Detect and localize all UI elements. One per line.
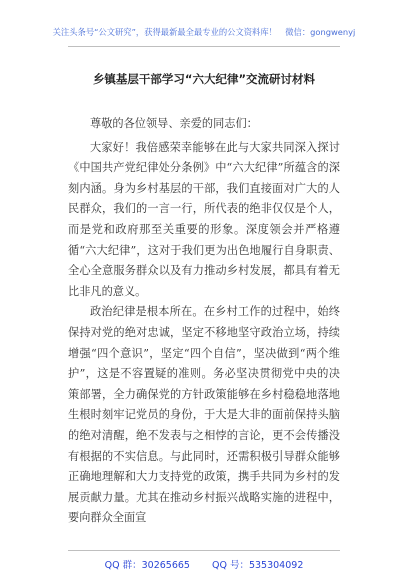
header-divider [68, 46, 340, 47]
qq-group-number: QQ 群：30265665 [104, 560, 190, 571]
footer-divider [68, 550, 340, 551]
salutation: 尊敬的各位领导、亲爱的同志们： [90, 117, 258, 130]
document-title: 乡镇基层干部学习“六大纪律”交流研讨材料 [92, 72, 316, 86]
document-body [68, 114, 340, 529]
paragraph-1: 大家好！我倍感荣幸能够在此与大家共同深入探讨《中国共产党纪律处分条例》中“六大纪律”所蕴含的深刻内涵。身为乡村基层的干部，我们直接面对广大的人民群众，我们的一言一行，所代表的绝非仅仅是个人，而是党和政府那至关重要的形象。深度领会并严格遵循“六大纪律”，这对于我们更为出色地履行自身职责、全心全意服务群众以及有力推动乡村发展，都具有着无比非凡的意义。 [68, 140, 340, 298]
header-banner[interactable]: 关注头条号“公文研究”，获得最新最全最专业的公文资料库！ 微信：gongwenyj [52, 27, 356, 37]
paragraph-2: 政治纪律是根本所在。在乡村工作的过程中，始终保持对党的绝对忠诚，坚定不移地坚守政治立场，持续增强“四个意识”，坚定“四个自信”，坚决做到“两个维护”，这是不容置疑的准则。务必坚决贯彻党中央的决策部署，全力确保党的方针政策能够在乡村稳稳地落地生根时刻牢记党员的身份，于大是大非的面前保持头脑的绝对清醒，绝不发表与之相悖的言论，更不会传播没有根据的不实信息。与此同时，还需积极引导群众能够正确地理解和大力支持党的政策，携手共同为乡村的发展贡献力量。尤其在推动乡村振兴战略实施的进程中，要向群众全面宣 [68, 305, 340, 525]
footer-contacts [0, 557, 408, 571]
qq-number: QQ 号：535304092 [211, 560, 304, 571]
